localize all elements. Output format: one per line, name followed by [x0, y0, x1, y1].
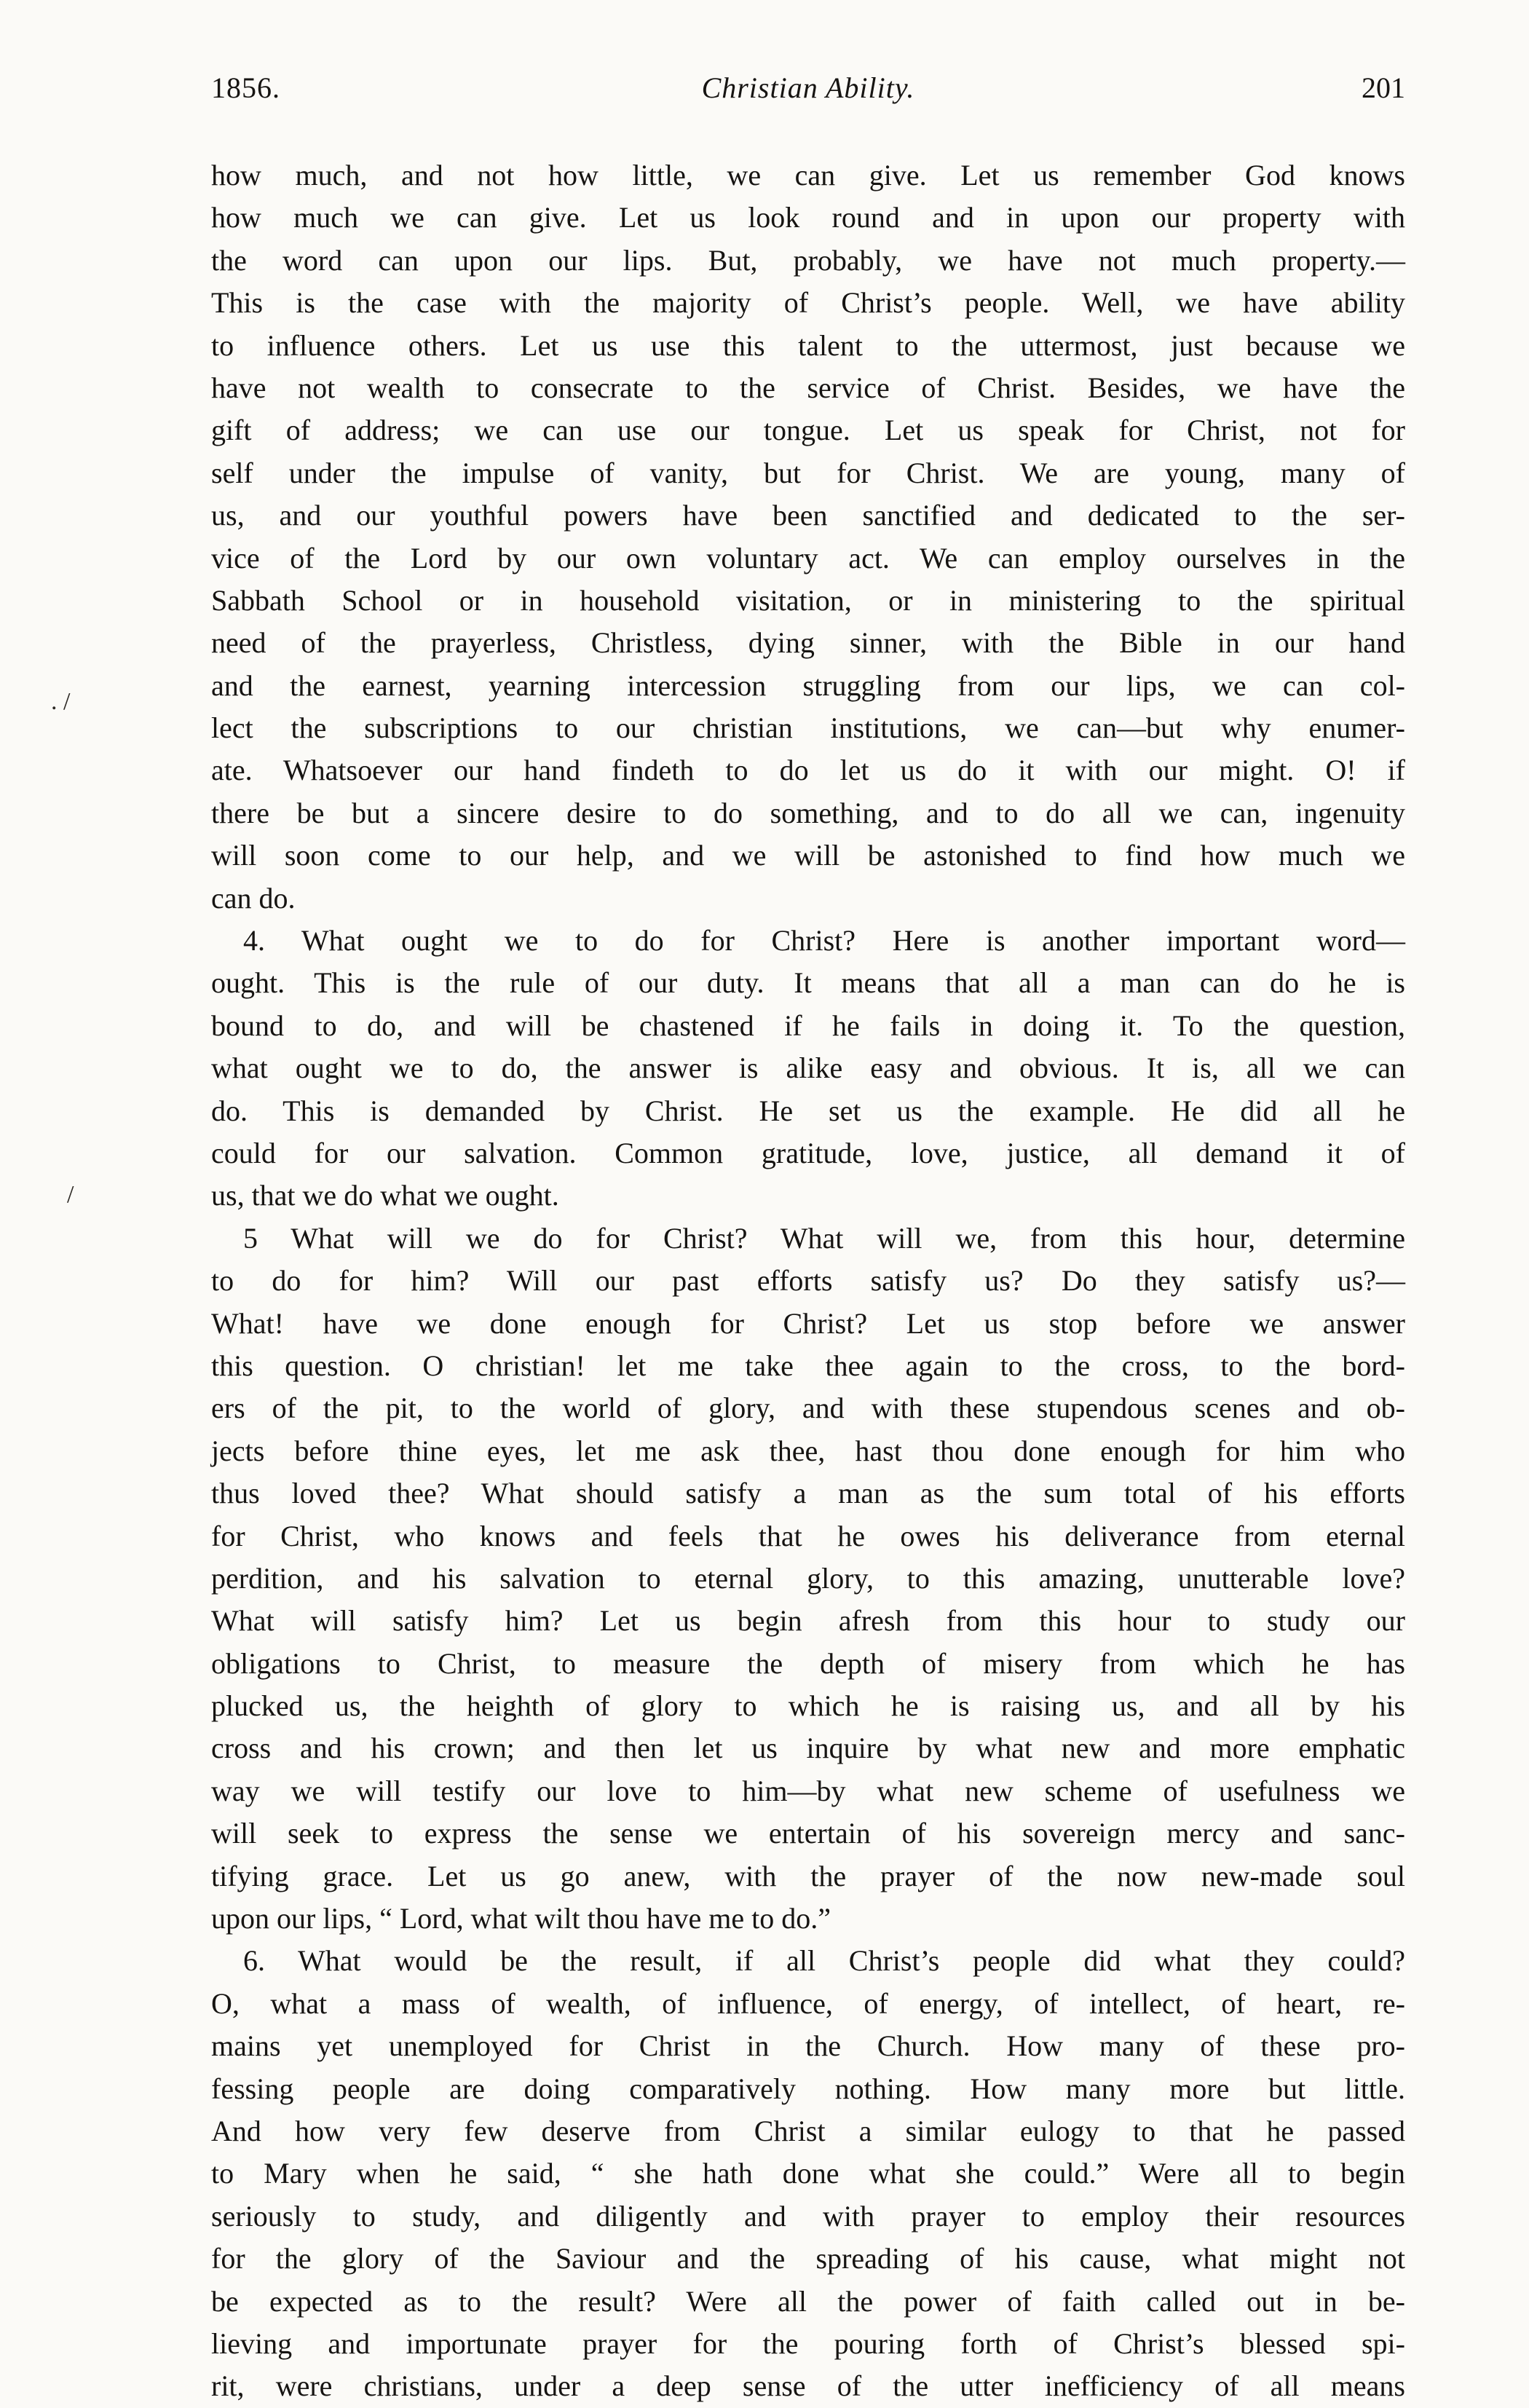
text-line: and the earnest, yearning intercession struggling from our lips, we can col-: [211, 668, 1405, 702]
text-line: could for our salvation. Common gratitude, love, justice, all demand it of: [211, 1136, 1405, 1169]
text-line: will seek to express the sense we entertain of his sovereign mercy and sanc-: [211, 1817, 1405, 1850]
text-line: the word can upon our lips. But, probably, we have not much property.—: [211, 243, 1405, 277]
text-line: mains yet unemployed for Christ in the Church. How many of these pro-: [211, 2029, 1405, 2063]
text-line: for the glory of the Saviour and the spreading of his cause, what might not: [211, 2242, 1405, 2275]
page-number: 201: [1362, 71, 1405, 104]
paragraph-start-line: 6. What would be the result, if all Christ’s people did what they could?: [243, 1944, 1405, 1978]
text-line: self under the impulse of vanity, but for Christ. We are young, many of: [211, 456, 1405, 489]
text-line: have not wealth to consecrate to the service of Christ. Besides, we have the: [211, 371, 1405, 404]
text-line: And how very few deserve from Christ a similar eulogy to that he passed: [211, 2114, 1405, 2147]
text-line: us, that we do what we ought.: [211, 1179, 559, 1212]
body-text: [211, 154, 1405, 2408]
text-line: will soon come to our help, and we will be astonished to find how much we: [211, 839, 1405, 872]
text-line: how much we can give. Let us look round and in upon our property with: [211, 201, 1405, 234]
text-line: cross and his crown; and then let us inquire by what new and more emphatic: [211, 1732, 1405, 1765]
text-line: seriously to study, and diligently and with prayer to employ their resources: [211, 2199, 1405, 2233]
text-line: ers of the pit, to the world of glory, and with these stupendous scenes and ob-: [211, 1391, 1405, 1425]
text-line: lect the subscriptions to our christian institutions, we can—but why enumer-: [211, 711, 1405, 745]
text-line: gift of address; we can use our tongue. Let us speak for Christ, not for: [211, 414, 1405, 447]
text-line: This is the case with the majority of Christ’s people. Well, we have ability: [211, 286, 1405, 320]
text-line: thus loved thee? What should satisfy a man as the sum total of his efforts: [211, 1477, 1405, 1510]
text-line: be expected as to the result? Were all the power of faith called out in be-: [211, 2284, 1405, 2318]
text-line: lieving and importunate prayer for the pouring forth of Christ’s blessed spi-: [211, 2326, 1405, 2360]
text-line: ate. Whatsoever our hand findeth to do let us do it with our might. O! if: [211, 754, 1405, 787]
text-line: need of the prayerless, Christless, dying sinner, with the Bible in our hand: [211, 626, 1405, 660]
text-line: for Christ, who knows and feels that he owes his deliverance from eternal: [211, 1519, 1405, 1552]
text-line: upon our lips, “ Lord, what wilt thou have me to do.”: [211, 1902, 831, 1935]
text-line: there be but a sincere desire to do something, and to do all we can, ingenuity: [211, 796, 1405, 829]
text-line: vice of the Lord by our own voluntary act. We can employ ourselves in the: [211, 541, 1405, 575]
text-line: What will satisfy him? Let us begin afresh from this hour to study our: [211, 1604, 1405, 1638]
paragraph-start-line: 5 What will we do for Christ? What will we, from this hour, determine: [243, 1221, 1405, 1255]
text-line: what ought we to do, the answer is alike easy and obvious. It is, all we can: [211, 1051, 1405, 1085]
text-line: ought. This is the rule of our duty. It means that all a man can do he is: [211, 966, 1405, 1000]
text-line: do. This is demanded by Christ. He set us the example. He did all he: [211, 1094, 1405, 1127]
text-line: how much, and not how little, we can give. Let us remember God knows: [211, 159, 1405, 192]
text-line: us, and our youthful powers have been sanctified and dedicated to the ser-: [211, 499, 1405, 532]
margin-mark: . /: [51, 688, 71, 715]
text-line: tifying grace. Let us go anew, with the prayer of the now new-made soul: [211, 1859, 1405, 1892]
text-line: perdition, and his salvation to eternal glory, to this amazing, unutterable love?: [211, 1561, 1405, 1595]
text-line: way we will testify our love to him—by what new scheme of usefulness we: [211, 1774, 1405, 1807]
text-line: obligations to Christ, to measure the depth of misery from which he has: [211, 1646, 1405, 1680]
text-line: to influence others. Let us use this talent to the uttermost, just because we: [211, 328, 1405, 362]
text-line: to Mary when he said, “ she hath done what she could.” Were all to begin: [211, 2157, 1405, 2190]
text-line: What! have we done enough for Christ? Let us stop before we answer: [211, 1306, 1405, 1340]
text-line: bound to do, and will be chastened if he fails in doing it. To the question,: [211, 1008, 1405, 1042]
text-line: Sabbath School or in household visitation, or in ministering to the spiritual: [211, 583, 1405, 617]
text-line: rit, were christians, under a deep sense of the utter inefficiency of all means: [211, 2369, 1405, 2403]
paragraph-start-line: 4. What ought we to do for Christ? Here is another important word—: [243, 924, 1405, 958]
book-page: [211, 67, 1405, 2403]
text-line: this question. O christian! let me take thee again to the cross, to the bord-: [211, 1349, 1405, 1382]
running-head-title: Christian Ability.: [701, 71, 915, 104]
running-head-year: 1856.: [211, 71, 280, 104]
text-line: to do for him? Will our past efforts satisfy us? Do they satisfy us?—: [211, 1264, 1405, 1298]
text-line: O, what a mass of wealth, of influence, of energy, of intellect, of heart, re-: [211, 1986, 1405, 2020]
margin-mark: /: [67, 1181, 74, 1208]
text-line: plucked us, the heighth of glory to which he is raising us, and all by his: [211, 1689, 1405, 1723]
text-line: jects before thine eyes, let me ask thee, hast thou done enough for him who: [211, 1434, 1405, 1467]
text-line: fessing people are doing comparatively nothing. How many more but little.: [211, 2072, 1405, 2105]
running-head: [211, 67, 1405, 109]
text-line: can do.: [211, 881, 296, 915]
